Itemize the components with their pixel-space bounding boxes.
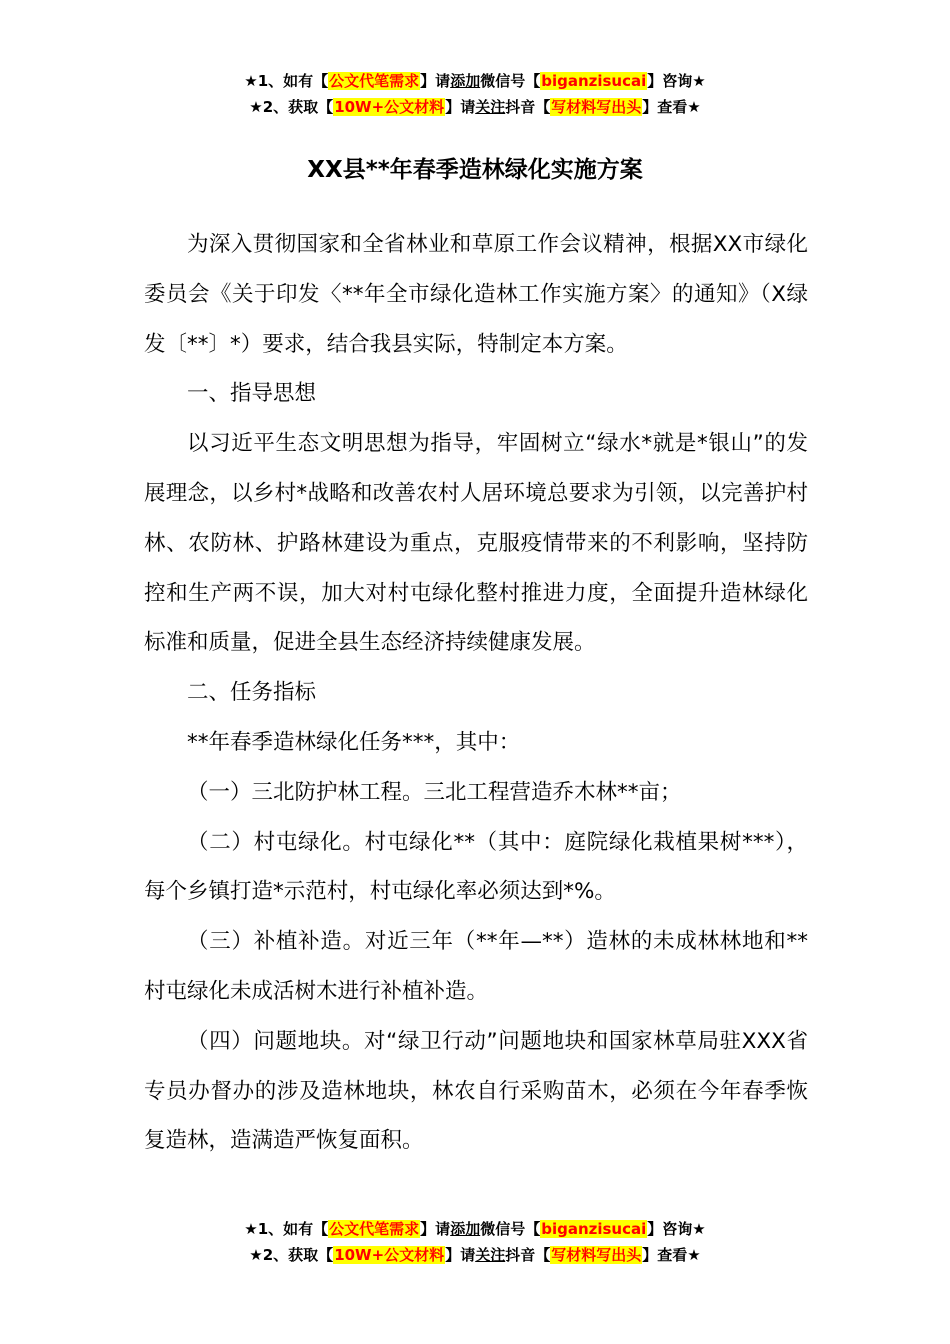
promo-highlight: 公文代笔需求 [329, 72, 420, 90]
promo-line-2: ★2、获取【10W+公文材料】请关注抖音【写材料写出头】查看★ [249, 1246, 701, 1264]
heading-task-targets: 二、任务指标 [187, 680, 317, 706]
promo-wechat-id: biganzisucai [541, 1220, 647, 1238]
paragraph-task-1: （一）三北防护林工程。三北工程营造乔木林**亩； [187, 779, 682, 805]
promo-douyin-id: 写材料写出头 [551, 1246, 642, 1264]
paragraph-intro: 为深入贯彻国家和全省林业和草原工作会议精神，根据XX市绿化委员会《关于印发〈**年全市绿化造林工作实施方案〉的通知》（X绿发〔**〕*）要求，结合我县实际，特制定本方案。 [144, 232, 808, 357]
promo-wechat-id: biganzisucai [541, 72, 647, 90]
paragraph-task-2: （二）村屯绿化。村屯绿化**（其中：庭院绿化栽植果树***），每个乡镇打造*示范村，村屯绿化率必须达到*%。 [144, 829, 808, 905]
document-title: XX县**年春季造林绿化实施方案 [307, 157, 643, 183]
top-promo-banner [0, 68, 950, 120]
promo-highlight: 10W+公文材料 [334, 98, 445, 116]
paragraph-task-3: （三）补植补造。对近三年（**年—**）造林的未成林林地和**村屯绿化未成活树木进行补植补造。 [144, 929, 808, 1004]
promo-line-1: ★1、如有【公文代笔需求】请添加微信号【biganzisucai】咨询★ [244, 1220, 706, 1238]
promo-line-1: ★1、如有【公文代笔需求】请添加微信号【biganzisucai】咨询★ [244, 72, 706, 90]
heading-guiding-ideology: 一、指导思想 [187, 381, 317, 407]
paragraph-task-summary: **年春季造林绿化任务***，其中： [187, 729, 521, 755]
promo-highlight: 公文代笔需求 [329, 1220, 420, 1238]
document-body [144, 220, 808, 1166]
paragraph-task-4: （四）问题地块。对“绿卫行动”问题地块和国家林草局驻XXX省专员办督办的涉及造林地块，林农自行采购苗木，必须在今年春季恢复造林，造满造严恢复面积。 [144, 1028, 808, 1154]
promo-douyin-id: 写材料写出头 [551, 98, 642, 116]
promo-line-2: ★2、获取【10W+公文材料】请关注抖音【写材料写出头】查看★ [249, 98, 701, 116]
paragraph-guiding-ideology: 以习近平生态文明思想为指导，牢固树立“绿水*就是*银山”的发展理念，以乡村*战略和改善农村人居环境总要求为引领，以完善护村林、农防林、护路林建设为重点，克服疫情带来的不利影响，坚持防控和生产两不误，加大对村屯绿化整村推进力度，全面提升造林绿化标准和质量，促进全县生态经济持续健康发展。 [144, 431, 808, 656]
promo-highlight: 10W+公文材料 [334, 1246, 445, 1264]
bottom-promo-banner [0, 1216, 950, 1268]
